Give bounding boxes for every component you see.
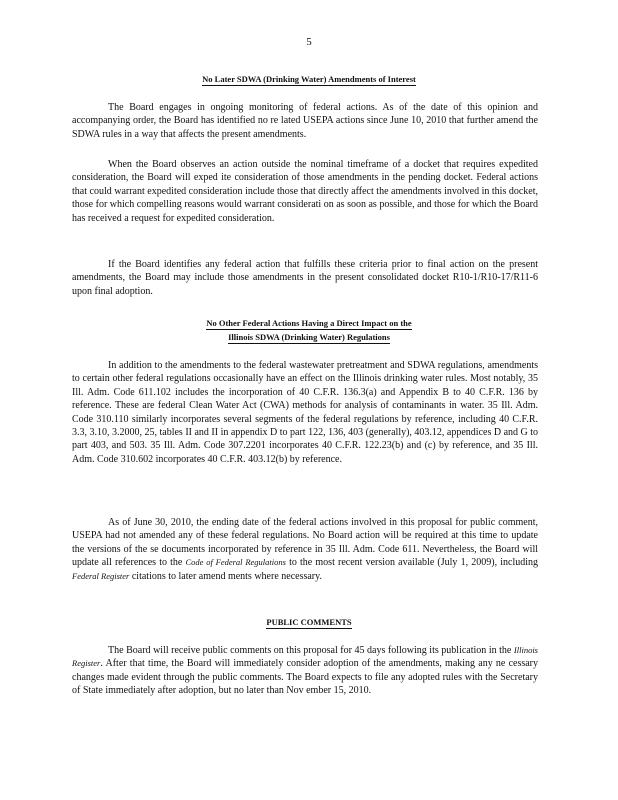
heading-public-comments-text: PUBLIC COMMENTS bbox=[266, 617, 352, 627]
paragraph-monitoring: The Board engages in ongoing monitoring of federal actions. As of the date of this opinion and accompanying order, the Board has identified no re lated USEPA actions since June 10, 2010 that further amend the SDWA rules in a way that affects the present amendments. bbox=[72, 102, 538, 140]
heading-other-federal-line1 bbox=[0, 318, 618, 330]
paragraph-june-30-text-c: citations to later amend ments where necessary. bbox=[129, 570, 322, 582]
paragraph-expedited: When the Board observes an action outside the nominal timeframe of a docket that requires expedited consideration, the Board will exped ite consideration of those amendments in the pending docket. Federal actions that could warrant expedited consideration include those that directly affect the amendments involved in this docket, those for which compelling reasons would warrant considerati on as soon as possible, and those for which the Board has received a request for expedited consideration. bbox=[72, 159, 538, 224]
heading-other-federal-line1-text: No Other Federal Actions Having a Direct Impact on the bbox=[206, 318, 412, 328]
paragraph-public-comments bbox=[72, 644, 538, 698]
heading-public-comments bbox=[0, 617, 618, 629]
illinois-register-title: Illinois Register bbox=[72, 645, 538, 669]
paragraph-june-30-text-a: As of June 30, 2010, the ending date of the federal actions involved in this proposal for public comment, USEPA had not amended any of these federal regulations. No Board action will be required at this time to update the versions of the se documents incorporated by reference in 35 Ill. Adm. Code 611. Nevertheless, the Board will update all references to the bbox=[72, 517, 538, 569]
paragraph-public-comments-text-a: The Board will receive public comments on this proposal for 45 days following its publication in the bbox=[108, 645, 514, 656]
paragraph-criteria: If the Board identifies any federal action that fulfills these criteria prior to final action on the present amendments, the Board may include those amendments in the present consolidated docket R10-1/R10-17/R11-6 upon final adoption. bbox=[72, 259, 538, 297]
paragraph-june-30 bbox=[72, 516, 538, 583]
cfr-title: Code of Federal Regulations bbox=[185, 557, 286, 568]
heading-other-federal-line2-text: Illinois SDWA (Drinking Water) Regulations bbox=[228, 332, 390, 342]
paragraph-other-regulations: In addition to the amendments to the federal wastewater pretreatment and SDWA regulations, amendments to certain other federal regulations occasionally have an effect on the Illinois drinking water rules. Most notably, 35 Ill. Adm. Code 611.102 includes the incorporation of 40 C.F.R. 136.3(a) and Appendix B to 40 C.F.R. 136 by reference. These are federal Clean Water Act (CWA) methods for analysis of contaminants in water. 35 Ill. Adm. Code 310.110 similarly incorporates several segments of the federal regulations by reference, including 40 C.F.R. 3.3, 3.10, 3.2000, 25, tables II and II in appendix D to part 122, 136, 403 (generally), 403.12, appendices D and G to part 403, and 503. 35 Ill. Adm. Code 307.2201 incorporates 40 C.F.R. 122.23(b) and (c) by reference, and 35 Ill. Adm. Code 310.602 incorporates 40 C.F.R. 403.12(b) by reference. bbox=[72, 360, 539, 465]
page-number: 5 bbox=[306, 36, 312, 48]
paragraph-public-comments-text-b: . After that time, the Board will immediately consider adoption of the amendments, making any ne cessary changes made evident through the public comments. The Board expects to file any adopted rules with the Secretary of State immediately after adoption, but no later than Nov ember 15, 2010. bbox=[72, 658, 538, 697]
paragraph-june-30-text-b: to the most recent version available (July 1, 2009), including bbox=[285, 557, 538, 569]
federal-register-title: Federal Register bbox=[72, 570, 130, 581]
heading-later-amendments bbox=[0, 74, 618, 86]
heading-later-amendments-text: No Later SDWA (Drinking Water) Amendments of Interest bbox=[202, 74, 416, 84]
heading-other-federal-line2 bbox=[0, 332, 618, 344]
